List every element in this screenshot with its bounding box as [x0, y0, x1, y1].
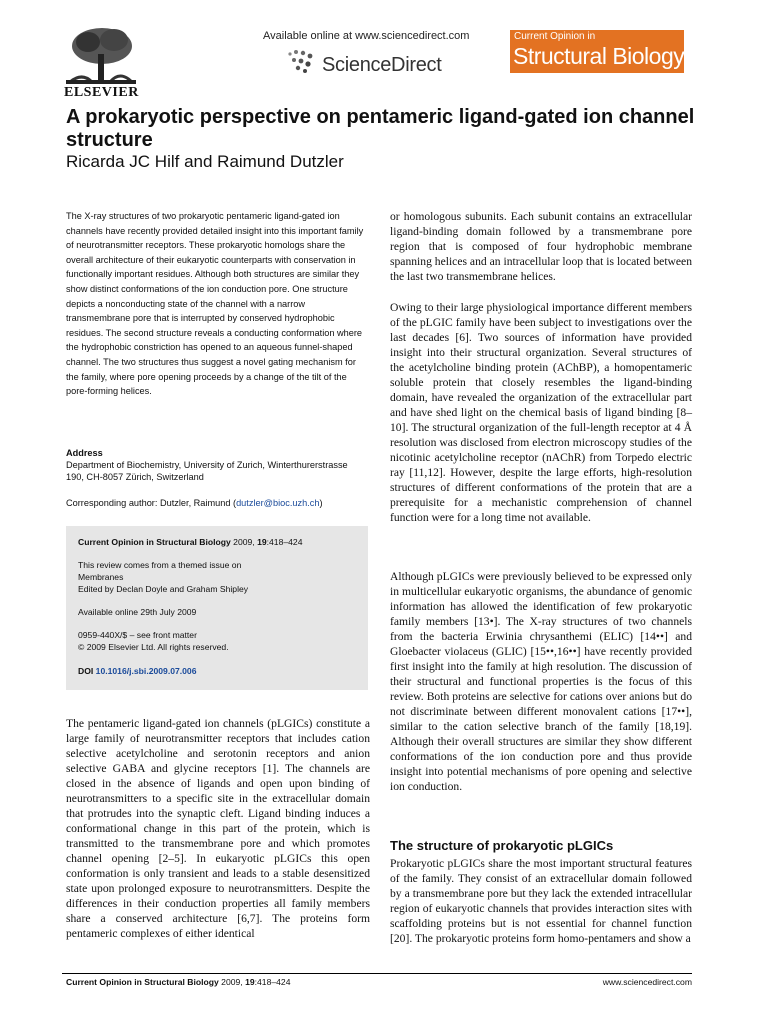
info-issn — [78, 629, 358, 653]
publisher-name: ELSEVIER — [64, 85, 139, 100]
footer-volume: 19 — [245, 977, 255, 987]
info-journal-citation — [78, 536, 358, 548]
info-theme — [78, 559, 358, 595]
info-issn-line: 0959-440X/$ – see front matter — [78, 630, 197, 640]
address-block — [66, 447, 366, 484]
elsevier-tree-logo — [62, 24, 140, 94]
abstract: The X-ray structures of two prokaryotic pentameric ligand-gated ion channels have recently provided detailed insight into this important family of neurotransmitter receptors. These prokaryotic homologs share the overall architecture of their eukaryotic counterparts with conservation in functionally important residues. Although both structures are similar they show distinct conformations of the ion conduction pore. One structure depicts a nonconducting state of the channel with a narrow transmembrane pore that is interrupted by conserved hydrophobic residues. The second structure reveals a conducting conformation where the hydrophobic constriction has opened to an aqueous funnel-shaped channel. The two structures thus suggest a novel gating mechanism for the family, where pore opening proceeds by a change of the tilt of the pore-forming helices. — [66, 211, 364, 397]
footer-rule — [62, 973, 692, 974]
footer-url[interactable]: www.sciencedirect.com — [602, 977, 692, 987]
body-paragraph-left: The pentameric ligand-gated ion channels (pLGICs) constitute a large family of neurotransmitter receptors that includes cation selective acetylcholine and serotonin receptors and anion selective GABA and glycine receptors [1]. The channels are closed in the absence of ligands and open upon binding of neurotransmitters to a specific site in the extracellular domain that protrudes into the synaptic cleft. Ligand binding induces a conformational change in this part of the protein, which is transmitted to the transmembrane pore and which promotes channel opening [2–5]. In eukaryotic pLGICs this open conformation is only transient and leads to a stable desensitized state upon prolonged exposure to neurotransmitters. Despite the differences in their conduction properties all family members share a conserved architecture [6,7]. The proteins form pentameric complexes of either identical — [66, 717, 370, 940]
footer-citation — [66, 977, 290, 987]
info-available-online: Available online 29th July 2009 — [78, 607, 197, 617]
sciencedirect-logo-text: ScienceDirect — [322, 54, 442, 76]
article-title: A prokaryotic perspective on pentameric ligand-gated ion channel structure — [66, 106, 695, 151]
corresponding-close: ) — [319, 498, 323, 508]
info-journal-name: Current Opinion in Structural Biology — [78, 537, 231, 547]
info-doi-link[interactable]: 10.1016/j.sbi.2009.07.006 — [95, 666, 197, 676]
article-authors: Ricarda JC Hilf and Raimund Dutzler — [66, 152, 344, 171]
info-theme-line1: This review comes from a themed issue on — [78, 560, 242, 570]
info-theme-line3: Edited by Declan Doyle and Graham Shipley — [78, 584, 249, 594]
corresponding-label: Corresponding author: Dutzler, Raimund ( — [66, 498, 237, 508]
article-info-box — [66, 526, 368, 690]
info-copyright: © 2009 Elsevier Ltd. All rights reserved. — [78, 642, 229, 652]
address-heading: Address — [66, 448, 103, 458]
address-text: Department of Biochemistry, University of Zurich, Winterthurerstrasse 190, CH-8057 Zürich, Switzerland — [66, 460, 348, 483]
body-paragraph-right-4: Prokaryotic pLGICs share the most important structural features of the family. They consist of an extracellular domain followed by a transmembrane pore but they lack the extended intracellular region of eukaryotic channels that provides interaction sites with scaffolding proteins but is not essential for channel function [20]. The prokaryotic proteins form homo-pentamers and show a — [390, 857, 692, 945]
info-journal-pages: :418–424 — [266, 537, 303, 547]
footer-journal-name: Current Opinion in Structural Biology — [66, 977, 219, 987]
corresponding-email-link[interactable]: dutzler@bioc.uzh.ch — [236, 498, 320, 508]
info-doi — [78, 665, 358, 677]
info-theme-line2: Membranes — [78, 572, 124, 582]
available-online-text[interactable]: Available online at www.sciencedirect.com — [263, 30, 470, 42]
journal-banner-title: Structural Biology — [513, 43, 685, 69]
info-journal-year: 2009, — [233, 537, 255, 547]
body-paragraph-right-2: Owing to their large physiological importance different members of the pLGIC family have been subject to investigations over the last decades [6]. Two sources of information have provided insight into their structural organization. Several structures of the acetylcholine binding protein (AChBP), a homopentameric soluble protein that closely resembles the ligand-binding domain, have revealed the organization of the extracellular part and have shed light on the chemical basis of ligand binding [8–10]. The structural organization of the full-length receptor at 4 Å resolution was disclosed from electron microscopy studies of the nicotinic acetylcholine receptor (nAChR) from Torpedo electric ray [11,12]. However, despite the large efforts, high-resolution structures of different conformations of the protein that are a prerequisite for a mechanistic comprehension of channel function were for a long time not available. — [390, 301, 692, 524]
info-journal-volume: 19 — [257, 537, 267, 547]
sciencedirect-dots-icon — [286, 48, 316, 74]
section-heading: The structure of prokaryotic pLGICs — [390, 838, 614, 853]
corresponding-author — [66, 497, 376, 509]
journal-banner — [510, 30, 684, 73]
footer-year: 2009, — [221, 977, 243, 987]
info-doi-label: DOI — [78, 666, 94, 676]
body-paragraph-right-1: or homologous subunits. Each subunit contains an extracellular ligand-binding domain followed by a transmembrane pore region that is composed of four hydrophobic membrane spanning helices and an intracellular loop that is located between the last two transmembrane helices. — [390, 210, 692, 283]
journal-banner-top: Current Opinion in — [514, 31, 596, 42]
body-paragraph-right-3: Although pLGICs were previously believed to be expressed only in multicellular eukaryotic organisms, the abundance of genomic information has allowed the identification of few prokaryotic family members [13•]. The X-ray structures of two channels from the bacteria Erwinia chrysanthemi (ELIC) [14••] and Gloebacter violaceus (GLIC) [15••,16••] have recently provided first insight into the family at high resolution. The discussion of their structural and functional properties is the focus of this review. Both proteins are selective for cations over anions but do not discriminate between different monovalent cations [17••], similar to the cation selective branch of the family [18,19]. Although their overall structures are similar they show different conformations of the ion conduction pore and thus provide insight into potential mechanisms of pore opening and selective ion conduction. — [390, 570, 692, 793]
footer-pages: :418–424 — [254, 977, 291, 987]
